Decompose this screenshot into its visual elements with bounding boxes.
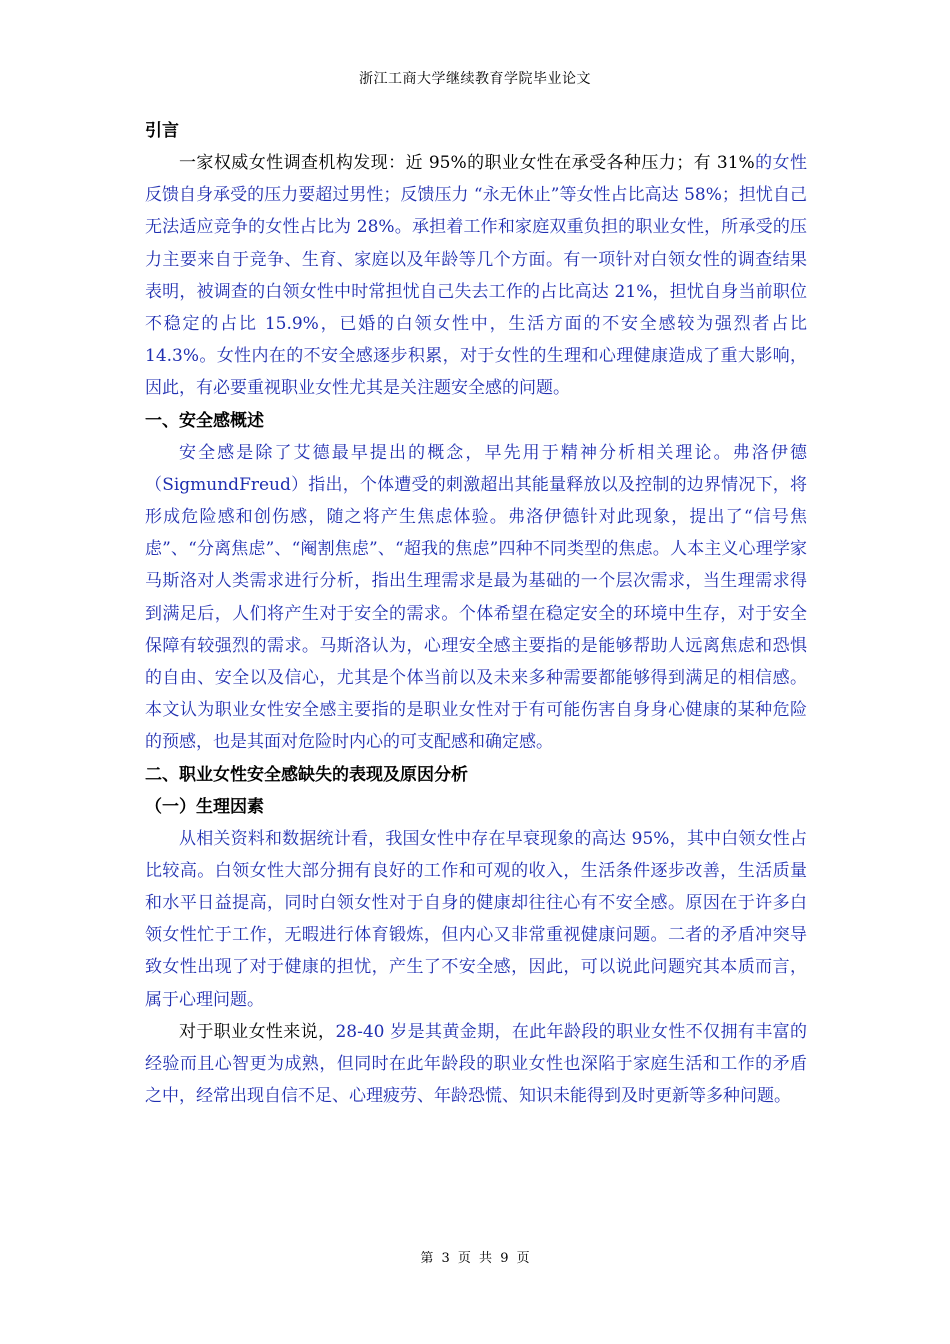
- heading-introduction: 引言: [145, 121, 179, 141]
- paragraph-intro: [145, 147, 807, 405]
- paragraph-section-2-1-b-lead: 对于职业女性来说，: [179, 1021, 336, 1042]
- paragraph-intro-lead: 一家权威女性调查机构发现：近 95%的职业女性在承受各种压力；有 31%: [179, 153, 755, 173]
- paragraph-section-2-1-a: 从相关资料和数据统计看，我国女性中存在早衰现象的高达 95%，其中白领女性占比较高。白领女性大部分拥有良好的工作和可观的收入，生活条件逐步改善，生活质量和水平日益提高，同时白领女性对于自身的健康却往往心有不安全感。原因在于许多白领女性忙于工作，无暇进行体育锻炼，但内心又非常重视健康问题。二者的矛盾冲突导致女性出现了对于健康的担忧，产生了不安全感，因此，可以说此问题究其本质而言，属于心理问题。: [145, 828, 807, 1010]
- heading-section-2-1: （一）生理因素: [145, 796, 264, 817]
- paragraph-intro-rest: 的女性反馈自身承受的压力要超过男性；反馈压力 “永无休止”等女性占比高达 58%；担忧自己无法适应竞争的女性占比为 28%。承担着工作和家庭双重负担的职业女性，所承受的压力主要来自于竞争、生育、家庭以及年龄等几个方面。有一项针对白领女性的调查结果表明，被调查的白领女性中时常担忧自己失去工作的占比高达 21%，担忧自身当前职位不稳定的占比 15.9%，已婚的白领女性中，生活方面的不安全感较为强烈者占比 14.3%。女性内在的不安全感逐步积累，对于女性的生理和心理健康造成了重大影响，因此，有必要重视职业女性尤其是关注题安全感的问题。: [145, 153, 807, 399]
- heading-section-1: 一、安全感概述: [145, 410, 264, 431]
- document-body: [145, 115, 807, 1112]
- paragraph-section-1: 安全感是除了艾德最早提出的概念，早先用于精神分析相关理论。弗洛伊德（SigmundFreud）指出，个体遭受的刺激超出其能量释放以及控制的边界情况下，将形成危险感和创伤感，随之将产生焦虑体验。弗洛伊德针对此现象，提出了“信号焦虑”、“分离焦虑”、“阉割焦虑”、“超我的焦虑”四种不同类型的焦虑。人本主义心理学家马斯洛对人类需求进行分析，指出生理需求是最为基础的一个层次需求，当生理需求得到满足后，人们将产生对于安全的需求。个体希望在稳定安全的环境中生存，对于安全保障有较强烈的需求。马斯洛认为，心理安全感主要指的是能够帮助人远离焦虑和恐惧的自由、安全以及信心，尤其是个体当前以及未来多种需要都能够得到满足的相信感。本文认为职业女性安全感主要指的是职业女性对于有可能伤害自身身心健康的某种危险的预感，也是其面对危险时内心的可支配感和确定感。: [145, 442, 807, 753]
- page-number-footer: 第 3 页 共 9 页: [420, 1251, 530, 1266]
- paragraph-section-2-1-b-rest: 28-40 岁是其黄金期，在此年龄段的职业女性不仅拥有丰富的经验而且心智更为成熟，但同时在此年龄段的职业女性也深陷于家庭生活和工作的矛盾之中，经常出现自信不足、心理疲劳、年龄恐慌、知识未能得到及时更新等多种问题。: [145, 1021, 807, 1107]
- paragraph-section-2-1-b: [145, 1016, 807, 1113]
- heading-section-2: 二、职业女性安全感缺失的表现及原因分析: [145, 764, 468, 785]
- running-header: 浙江工商大学继续教育学院毕业论文: [359, 71, 591, 87]
